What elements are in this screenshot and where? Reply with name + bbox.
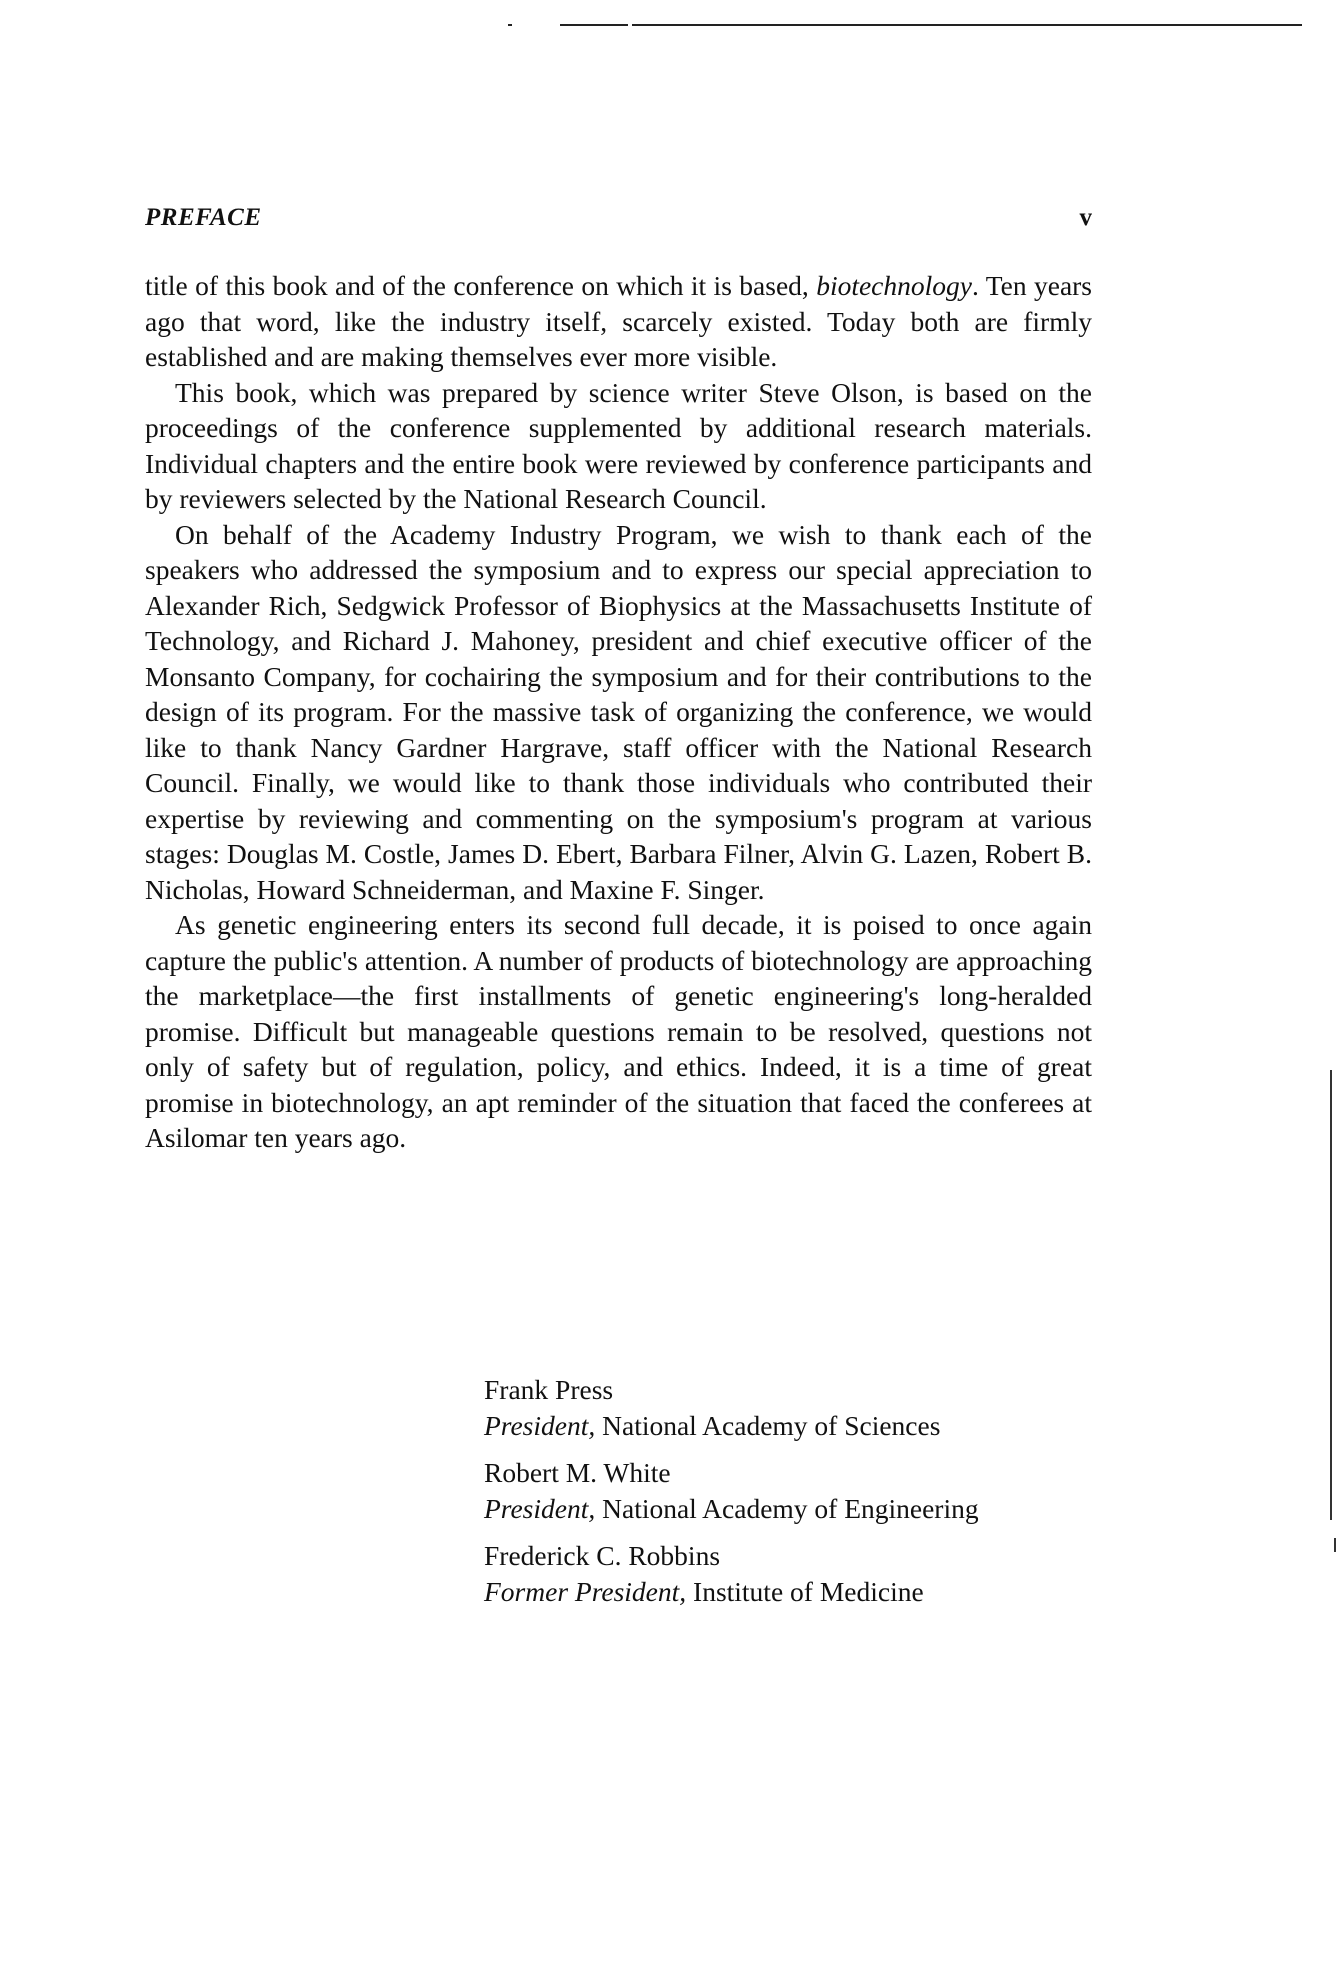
paragraph-2: This book, which was prepared by science writer Steve Olson, is based on the proceedings of the conference supplemented by additional research materials. Individual chapters and the entire book were reviewed by conference participants and by reviewers selected by the National Research Council. <box>145 376 1092 514</box>
signature-title: President, <box>484 1492 596 1524</box>
signature-name: Frank Press <box>484 1374 614 1405</box>
signature-affiliation <box>484 1574 979 1610</box>
signature-affiliation <box>484 1408 979 1444</box>
signature-name: Frederick C. Robbins <box>484 1540 721 1571</box>
signature-title: Former President, <box>484 1575 687 1607</box>
scan-mark <box>508 24 512 26</box>
signature-1 <box>484 1372 979 1443</box>
signature-3 <box>484 1538 979 1609</box>
running-head: PREFACE <box>145 204 262 231</box>
signature-org: National Academy of Engineering <box>595 1492 979 1524</box>
paragraph-4: As genetic engineering enters its second full decade, it is poised to once again capture the public's attention. A number of products of biotechnology are approaching the marketplace—the first installments of genetic engineering's long-heralded promise. Difficult but manageable questions remain to be resolved, questions not only of safety but of regulation, policy, and ethics. Indeed, it is a time of great promise in biotechnology, an apt reminder of the situation that faced the conferees at Asilomar ten years ago. <box>145 909 1092 1153</box>
signature-org: National Academy of Sciences <box>595 1409 941 1441</box>
paragraph-1 <box>145 268 1092 375</box>
margin-line <box>1330 1070 1332 1520</box>
paragraph-1-start: title of this book and of the conference on which it is based, <box>145 270 817 301</box>
signature-name: Robert M. White <box>484 1457 671 1488</box>
paragraph-3: On behalf of the Academy Industry Program, we wish to thank each of the speakers who addressed the symposium and to express our special appreciation to Alexander Rich, Sedgwick Professor of Biophysics at the Massachusetts Institute of Technology, and Richard J. Mahoney, president and chief executive officer of the Monsanto Company, for cochairing the symposium and for their contributions to the design of its program. For the massive task of organizing the conference, we would like to thank Nancy Gardner Hargrave, staff officer with the National Research Council. Finally, we would like to thank those individuals who contributed their expertise by reviewing and commenting on the symposium's program at various stages: Douglas M. Costle, James D. Ebert, Barbara Filner, Alvin G. Lazen, Robert B. Nicholas, Howard Schneiderman, and Maxine F. Singer. <box>145 518 1092 905</box>
top-rule-long <box>632 24 1302 26</box>
margin-tick <box>1334 1538 1336 1552</box>
signature-2 <box>484 1455 979 1526</box>
signature-block <box>484 1372 979 1621</box>
paragraph-1-end: . Ten years ago that word, like the industry itself, scarcely existed. Today both are firmly established and are making themselves ever more visible. <box>145 270 1093 372</box>
signature-affiliation <box>484 1491 979 1527</box>
page-header <box>145 204 1092 236</box>
signature-org: Institute of Medicine <box>686 1575 924 1607</box>
top-rule-short <box>560 24 628 26</box>
signature-title: President, <box>484 1409 596 1441</box>
page-number: v <box>1079 204 1092 231</box>
paragraph-1-italic: biotechnology <box>816 270 972 301</box>
body-text <box>145 268 1092 1156</box>
